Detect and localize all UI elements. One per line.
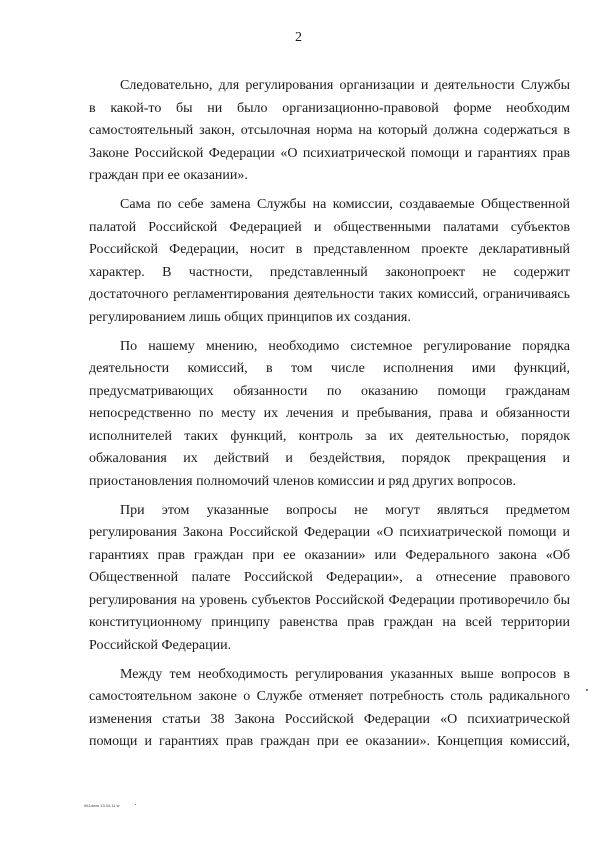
footer-code: 061dwm 13.04.11 w	[84, 803, 120, 808]
text-line: самостоятельном законе о Службе отменяет потребность столь радикального	[89, 689, 570, 704]
text-line: характер. В частности, представленный законопроект не содержит	[89, 264, 570, 280]
text-line: гарантиях прав граждан при ее оказании» или Федерального закона «Об	[89, 547, 570, 563]
text-line: исполнителей таких функций, контроль за их деятельностью, порядок	[89, 428, 570, 444]
text-line: изменения статьи 38 Закона Российской Федерации «О психиатрической	[89, 711, 570, 727]
document-body	[89, 75, 570, 754]
text-line: приостановления полномочий членов комиссии и ряд других вопросов.	[89, 473, 516, 489]
text-line: регулированием лишь общих принципов их создания.	[89, 309, 411, 325]
paragraph-4	[89, 500, 570, 658]
text-line: Следовательно, для регулирования организации и деятельности Службы	[120, 78, 570, 93]
text-line: Российской Федерации.	[89, 637, 232, 653]
text-line: палатой Российской Федерацией и общественными палатами субъектов	[89, 219, 570, 235]
paragraph-3	[89, 336, 570, 494]
paragraph-5	[89, 664, 570, 754]
text-line: деятельности комиссий, в том числе исполнения ими функций,	[89, 361, 570, 376]
text-line: регулирования Закона Российской Федерации «О психиатрической помощи и	[89, 525, 570, 540]
text-line: самостоятельный закон, отсылочная норма на который должна содержаться в	[89, 123, 570, 138]
text-line: Между тем необходимость регулирования указанных выше вопросов в	[120, 666, 570, 682]
text-line: Законе Российской Федерации «О психиатрической помощи и гарантиях прав	[89, 145, 570, 161]
text-line: регулирования на уровень субъектов Российской Федерации противоречило бы	[89, 592, 570, 608]
text-line: достаточного регламентирования деятельности таких комиссий, ограничиваясь	[89, 287, 570, 302]
text-line: При этом указанные вопросы не могут являться предметом	[120, 502, 570, 518]
text-line: непосредственно по месту их лечения и пребывания, права и обязанности	[89, 406, 570, 421]
text-line: Сама по себе замена Службы на комиссии, создаваемые Общественной	[120, 197, 570, 212]
paragraph-1	[89, 75, 570, 188]
scan-speck	[586, 689, 588, 691]
text-line: обжалования их действий и бездействия, порядок прекращения и	[89, 451, 570, 466]
text-line: По нашему мнению, необходимо системное регулирование порядка	[120, 338, 570, 354]
text-line: в какой-то бы ни было организационно-правовой форме необходим	[89, 100, 570, 116]
paragraph-2	[89, 194, 570, 329]
text-line: предусматривающих обязанности по оказанию помощи гражданам	[89, 383, 570, 399]
text-line: Российской Федерации, носит в представленном проекте декларативный	[89, 242, 570, 257]
text-line: конституционному принципу равенства прав граждан на всей территории	[89, 615, 570, 630]
text-line: Общественной палате Российской Федерации», а отнесение правового	[89, 570, 570, 585]
text-line: граждан при ее оказании».	[89, 168, 248, 183]
text-line: помощи и гарантиях прав граждан при ее оказании». Концепция комиссий,	[89, 734, 570, 749]
page-number: 2	[295, 30, 302, 45]
scan-speck	[135, 804, 136, 805]
